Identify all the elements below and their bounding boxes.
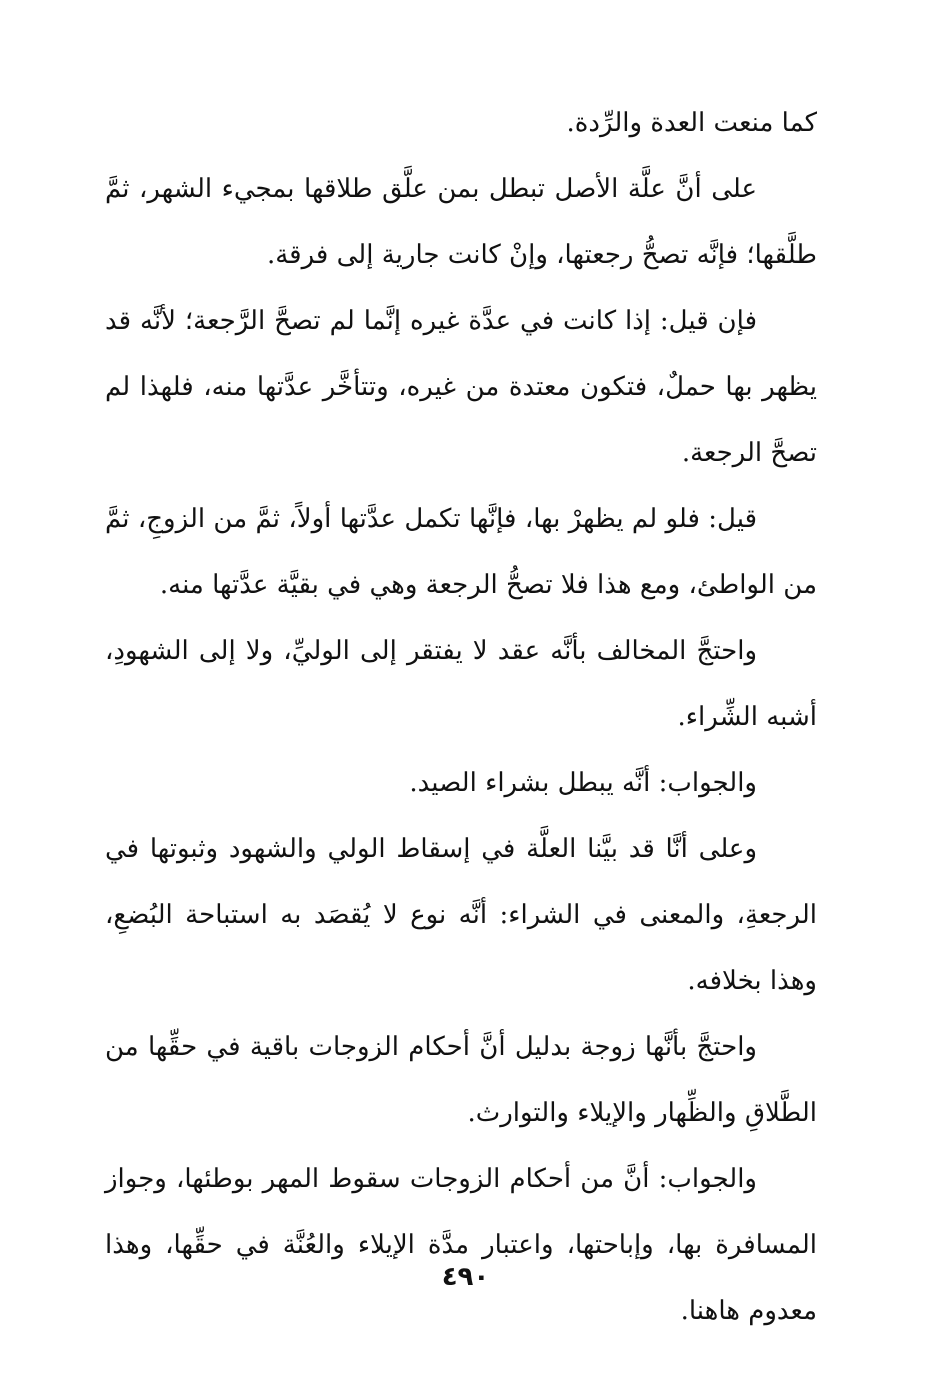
paragraph-9: والجواب: أنَّ من أحكام الزوجات سقوط المهر بوطئها، وجواز المسافرة بها، وإباحتها، واعتبار مدَّة الإيلاء والعُنَّة في حقِّها، وهذا معدوم هاهنا. (105, 1164, 817, 1326)
page-body (105, 90, 817, 1344)
paragraph-7: وعلى أنَّا قد بيَّنا العلَّة في إسقاط الولي والشهود وثبوتها في الرجعةِ، والمعنى في الشراء: أنَّه نوع لا يُقصَد به استباحة البُضعِ، وهذا بخلافه. (105, 834, 817, 996)
paragraph-1: كما منعت العدة والرِّدة. (566, 108, 817, 138)
paragraph-6: والجواب: أنَّه يبطل بشراء الصيد. (409, 768, 757, 798)
paragraph-8: واحتجَّ بأنَّها زوجة بدليل أنَّ أحكام الزوجات باقية في حقِّها من الطَّلاقِ والظِّهار والإيلاء والتوارث. (105, 1032, 817, 1128)
page-number: ٤٩٠ (441, 1262, 490, 1292)
paragraph-2: على أنَّ علَّة الأصل تبطل بمن علَّق طلاقها بمجيء الشهر، ثمَّ طلَّقها؛ فإنَّه تصحُّ رجعتها، وإنْ كانت جارية إلى فرقة. (105, 174, 817, 270)
paragraph-3: فإن قيل: إذا كانت في عدَّة غيره إنَّما لم تصحَّ الرَّجعة؛ لأنَّه قد يظهر بها حملٌ، فتكون معتدة من غيره، وتتأخَّر عدَّتها منه، فلهذا لم تصحَّ الرجعة. (105, 306, 817, 468)
paragraph-4: قيل: فلو لم يظهرْ بها، فإنَّها تكمل عدَّتها أولاً، ثمَّ من الزوجِ، ثمَّ من الواطئ، ومع هذا فلا تصحُّ الرجعة وهي في بقيَّة عدَّتها منه. (105, 504, 817, 600)
paragraph-5: واحتجَّ المخالف بأنَّه عقد لا يفتقر إلى الوليِّ، ولا إلى الشهودِ، أشبه الشِّراء. (105, 636, 817, 732)
